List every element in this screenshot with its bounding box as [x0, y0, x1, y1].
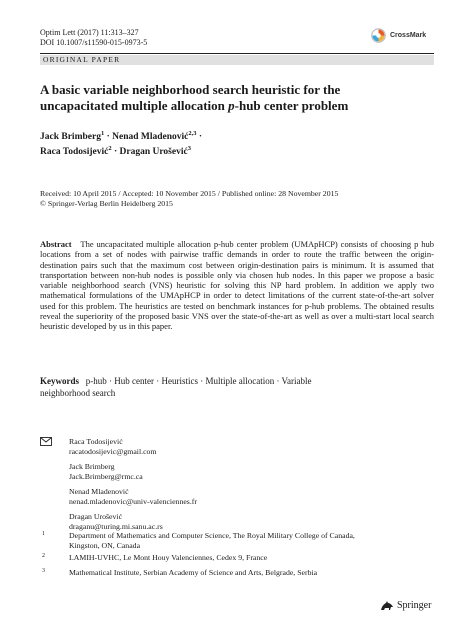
author-separator: · — [104, 132, 113, 143]
crossmark-badge[interactable] — [371, 28, 426, 43]
crossmark-label: CrossMark — [390, 32, 427, 39]
contact-email[interactable]: Jack.Brimberg@rmc.ca — [69, 471, 143, 481]
springer-horse-icon — [380, 600, 394, 611]
paper-title — [40, 82, 440, 114]
contact-name: Nenad Mladenović — [69, 487, 129, 496]
contact-name: Dragan Urošević — [69, 512, 123, 521]
header-rule — [40, 53, 434, 54]
keywords-line-2: neighborhood search — [40, 387, 116, 398]
abstract-heading: Abstract — [40, 239, 72, 249]
journal-citation: Optim Lett (2017) 11:313–327 — [40, 28, 139, 37]
author-name[interactable]: Dragan Urošević — [119, 147, 188, 158]
title-text: -hub center problem — [234, 98, 349, 113]
doi: DOI 10.1007/s11590-015-0973-5 — [40, 38, 148, 47]
affiliation-line: LAMIH-UVHC, Le Mont Houy Valenciennes, Cedex 9, France — [69, 553, 268, 562]
affiliation-text — [69, 531, 355, 550]
affiliation-line: Kingston, ON, Canada — [69, 540, 141, 550]
contact-entry — [69, 487, 197, 506]
contact-name: Raca Todosijević — [69, 437, 123, 446]
publisher-name: Springer — [397, 600, 432, 611]
keywords-heading: Keywords — [40, 376, 79, 386]
affiliation-ref: 2 — [108, 145, 112, 153]
title-line-2 — [40, 98, 440, 114]
keywords-line-1 — [40, 376, 434, 388]
history-line: Received: 10 April 2015 / Accepted: 10 November 2015 / Published online: 28 November 2015 — [40, 189, 339, 198]
author-list — [40, 128, 440, 158]
affiliation-ref: 2,3 — [188, 130, 197, 137]
abstract-text: The uncapacitated multiple allocation p-hub center problem (UMApHCP) consists of choosing p hub locations from a set of nodes with pairwise traffic demands in order to route the traffic between the origin-destination pairs such that the maximum cost between origin-destination pairs is minimum. It is assumed that transportation between non-hub nodes is possible only via chosen hub nodes. In this paper we propose a basic variable neighborhood search (VNS) heuristic for solving this NP hard problem. In addition we apply two mathematical formulations of the UMApHCP in order to detect limitations of the current state-of-the-art solver used for this problem. The heuristics are tested on benchmark instances for p-hub problems. The obtained results reveal the superiority of the proposed basic VNS over the state-of-the-art as well as over a multi-start local search heuristic developed by us in this paper. — [40, 239, 435, 332]
section-label: ORIGINAL PAPER — [40, 55, 434, 65]
contact-entry — [69, 462, 143, 481]
journal-info — [40, 28, 147, 48]
affiliation-line: Mathematical Institute, Serbian Academy of Science and Arts, Belgrade, Serbia — [69, 568, 318, 577]
author-name[interactable]: Raca Todosijević — [40, 147, 109, 158]
keywords-text: p-hub · Hub center · Heuristics · Multiple allocation · Variable — [85, 376, 312, 386]
publisher-logo — [380, 600, 431, 611]
author-separator: · — [196, 132, 203, 143]
crossmark-icon — [371, 28, 386, 43]
contact-email[interactable]: nenad.mladenovic@univ-valenciennes.fr — [69, 496, 197, 506]
title-italic: p — [228, 98, 235, 113]
affiliation-text — [69, 568, 317, 578]
author-line-2 — [40, 143, 440, 158]
keywords — [40, 376, 434, 399]
abstract — [40, 239, 434, 332]
author-name[interactable]: Jack Brimberg — [40, 132, 101, 143]
title-text: uncapacitated multiple allocation — [40, 98, 229, 113]
affiliation-number: 3 — [42, 568, 45, 574]
affiliation-text — [69, 553, 267, 563]
envelope-icon — [40, 437, 52, 446]
author-line-1 — [40, 128, 440, 143]
contact-name: Jack Brimberg — [69, 462, 115, 471]
affiliation-ref: 3 — [187, 145, 191, 153]
affiliation-ref: 1 — [100, 130, 105, 137]
contact-entry — [69, 437, 157, 456]
affiliation-line: Department of Mathematics and Computer Science, The Royal Military College of Canada, — [69, 531, 355, 540]
author-name[interactable]: Nenad Mladenović — [112, 132, 189, 143]
title-line-1: A basic variable neighborhood search heuristic for the — [40, 82, 341, 97]
copyright-line: © Springer-Verlag Berlin Heidelberg 2015 — [40, 199, 173, 208]
publication-dates — [40, 189, 440, 209]
contact-email[interactable]: draganu@turing.mi.sanu.ac.rs — [69, 521, 163, 531]
contact-entry — [69, 512, 163, 531]
author-separator: · — [111, 147, 120, 158]
affiliation-number: 2 — [42, 553, 45, 559]
contact-email[interactable]: racatodosijevic@gmail.com — [69, 446, 157, 456]
affiliation-number: 1 — [42, 531, 45, 537]
